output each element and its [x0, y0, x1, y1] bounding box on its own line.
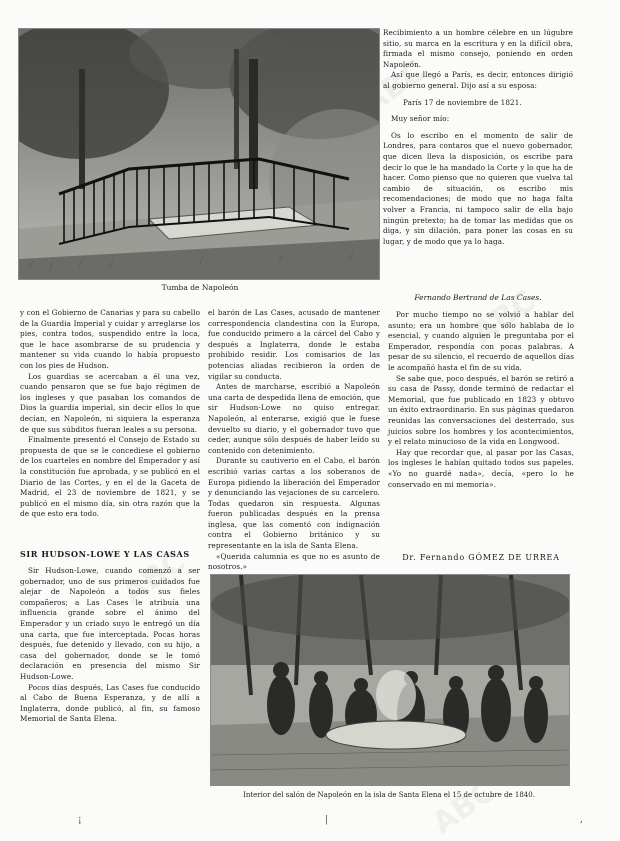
letter-signature: Fernando Bertrand de Las Cases. — [414, 293, 542, 302]
footer-mark-middle: | — [325, 815, 329, 825]
paragraph: Así que llegó a París, es decir, entonces dirigió al gobierno general. Dijo así a su esposa: — [383, 70, 573, 90]
paragraph: Se sabe que, poco después, el barón se retiró a su casa de Passy, donde terminó de redactar el Memorial, que fue publicado en 1823 y obtuvo un éxito extraordinario. En sus páginas quedaron reunidas las conversaciones del desterrado, sus juicios sobre los hombres y los acontecimientos, y el relato minucioso de la vida en Longwood. — [388, 373, 574, 447]
paragraph: y con el Gobierno de Canarias y para su cabello de la Guardia Imperial y cuidar y arreglarse los pies, contra todos, suspendido entre la loca, que le hace asombrarse de su prudencia y mantener su vida cuando lo había propuesto con los pies de Hudson. — [20, 308, 200, 370]
right-middle-column — [388, 310, 574, 490]
right-top-column — [383, 28, 573, 247]
left-column — [20, 308, 200, 520]
paragraph: Finalmente presentó el Consejo de Estado su propuesta de que se le concediese el gobierno de los cuarteles en nombre del Emperador y así la constitución fue aprobada, y se publicó en el Diario de las Cortes, y en el de la Gaceta de Madrid, el 23 de noviembre de 1821, y se publicó en el mismo día, sin otra razón que la de que esto era todo. — [20, 435, 200, 519]
author-signature: Dr. Fernando GÓMEZ DE URREA — [402, 553, 560, 562]
paragraph: Los guardias se acercaban a él una vez, cuando pensaron que se fue bajo régimen de los ingleses y que pasaban los comandos de Dios la guardia imperial, sin decir ellos lo que decían, en Napoleón, ni siquiera la esperanza de que sus súbditos fueran leales a su persona. — [20, 371, 200, 434]
salon-engraving — [210, 574, 570, 786]
paragraph: Sir Hudson-Lowe, cuando comenzó a ser gobernador, uno de sus primeros cuidados fue alejar de Napoleón a todos sus fieles compañeros; a Las Cases le atribuía una influencia grande sobre el ánimo del Emperador y un criado suyo le entregó un día una carta, que fue interceptada. Pocas horas después, fue detenido y llevado, con su hijo, a casa del gobernador, donde se le tomó declaración en presencia del mismo Sir Hudson-Lowe. — [20, 566, 200, 681]
paragraph: Recibimiento a un hombre célebre en un lúgubre sitio, su marca en la escritura y en la difícil obra, firmada el mismo consejo, poniendo en orden Napoleón. — [383, 28, 573, 69]
paragraph: Antes de marcharse, escribió a Napoleón una carta de despedida llena de emoción, que sir Hudson-Lowe no quiso entregar. Napoleón, al enterarse, exigió que le fuese devuelto su diario, y el gobernador tuvo que ceder, aunque sólo después de haber leído su contenido con detenimiento. — [208, 382, 380, 455]
letter-date: París 17 de noviembre de 1821. — [403, 97, 522, 107]
tomb-photo-caption: Tumba de Napoleón — [161, 283, 239, 292]
tomb-photo-image — [19, 29, 379, 279]
tomb-photo — [18, 28, 380, 280]
footer-mark-right: , — [580, 815, 583, 825]
letter-salutation: Muy señor mío: — [391, 114, 450, 124]
section-heading: SIR HUDSON-LOWE Y LAS CASAS — [20, 549, 190, 559]
paragraph: Hay que recordar que, al pasar por las Casas, los ingleses le habían quitado todos sus papeles. «Yo no guardé nada», decía, «pero lo he conservado en mi memoria». — [388, 447, 574, 489]
letter-body: Os lo escribo en el momento de salir de Londres, para contaros que el nuevo gobernador, que dicen lleva la disposición, os escribe para decir lo que le ha mandado la Corte y lo que ha de hacer. Como pienso que no quieren que vuelva tal cambio de situación, os escribo mis recomendaciones; de modo que no haga falta volver a Francia, ni tampoco salir de ella bajo ningún pretexto; ha de tomar las medidas que os diga, y sin dilación, para poner las cosas en su lugar, y de modo que ya lo haga. — [383, 130, 573, 246]
quote: «Querida calumnia es que no es asunto de nosotros.» — [208, 551, 380, 572]
left-column-2 — [20, 566, 200, 725]
paragraph: Durante su cautiverio en el Cabo, el barón escribió varias cartas a los soberanos de Europa pidiendo la liberación del Emperador y denunciando las vejaciones de su carcelero. Todas quedaron sin respuesta. Algunas fueron publicadas después en la prensa inglesa, que las comentó con indignación contra el Gobierno británico y su representante en la isla de Santa Elena. — [208, 456, 380, 551]
middle-column — [208, 308, 380, 573]
salon-engraving-image — [211, 575, 569, 785]
paragraph: el barón de Las Cases, acusado de mantener correspondencia clandestina con la Europa, fue conducido primero a la cárcel del Cabo y después a Inglaterra, donde le estaba prohibido residir. Los comisarios de las potencias aliadas recibieron la orden de vigilar su conducta. — [208, 308, 380, 381]
footer-mark-left: ¡ — [78, 815, 82, 825]
paragraph: Pocos días después, Las Cases fue conducido al Cabo de Buena Esperanza, y de allí a Inglaterra, donde publicó, al fin, su famoso Memorial de Santa Elena. — [20, 682, 200, 724]
salon-engraving-caption: Interior del salón de Napoleón en la isla de Santa Elena el 15 de octubre de 1840. — [243, 791, 535, 799]
paragraph: Por mucho tiempo no se volvió a hablar del asunto; era un hombre que sólo hablaba de lo esencial, y cuando alguien le preguntaba por el Emperador, respondía con pocas palabras. A pesar de su silencio, el recuerdo de aquellos días le acompañó hasta el fin de su vida. — [388, 310, 574, 372]
